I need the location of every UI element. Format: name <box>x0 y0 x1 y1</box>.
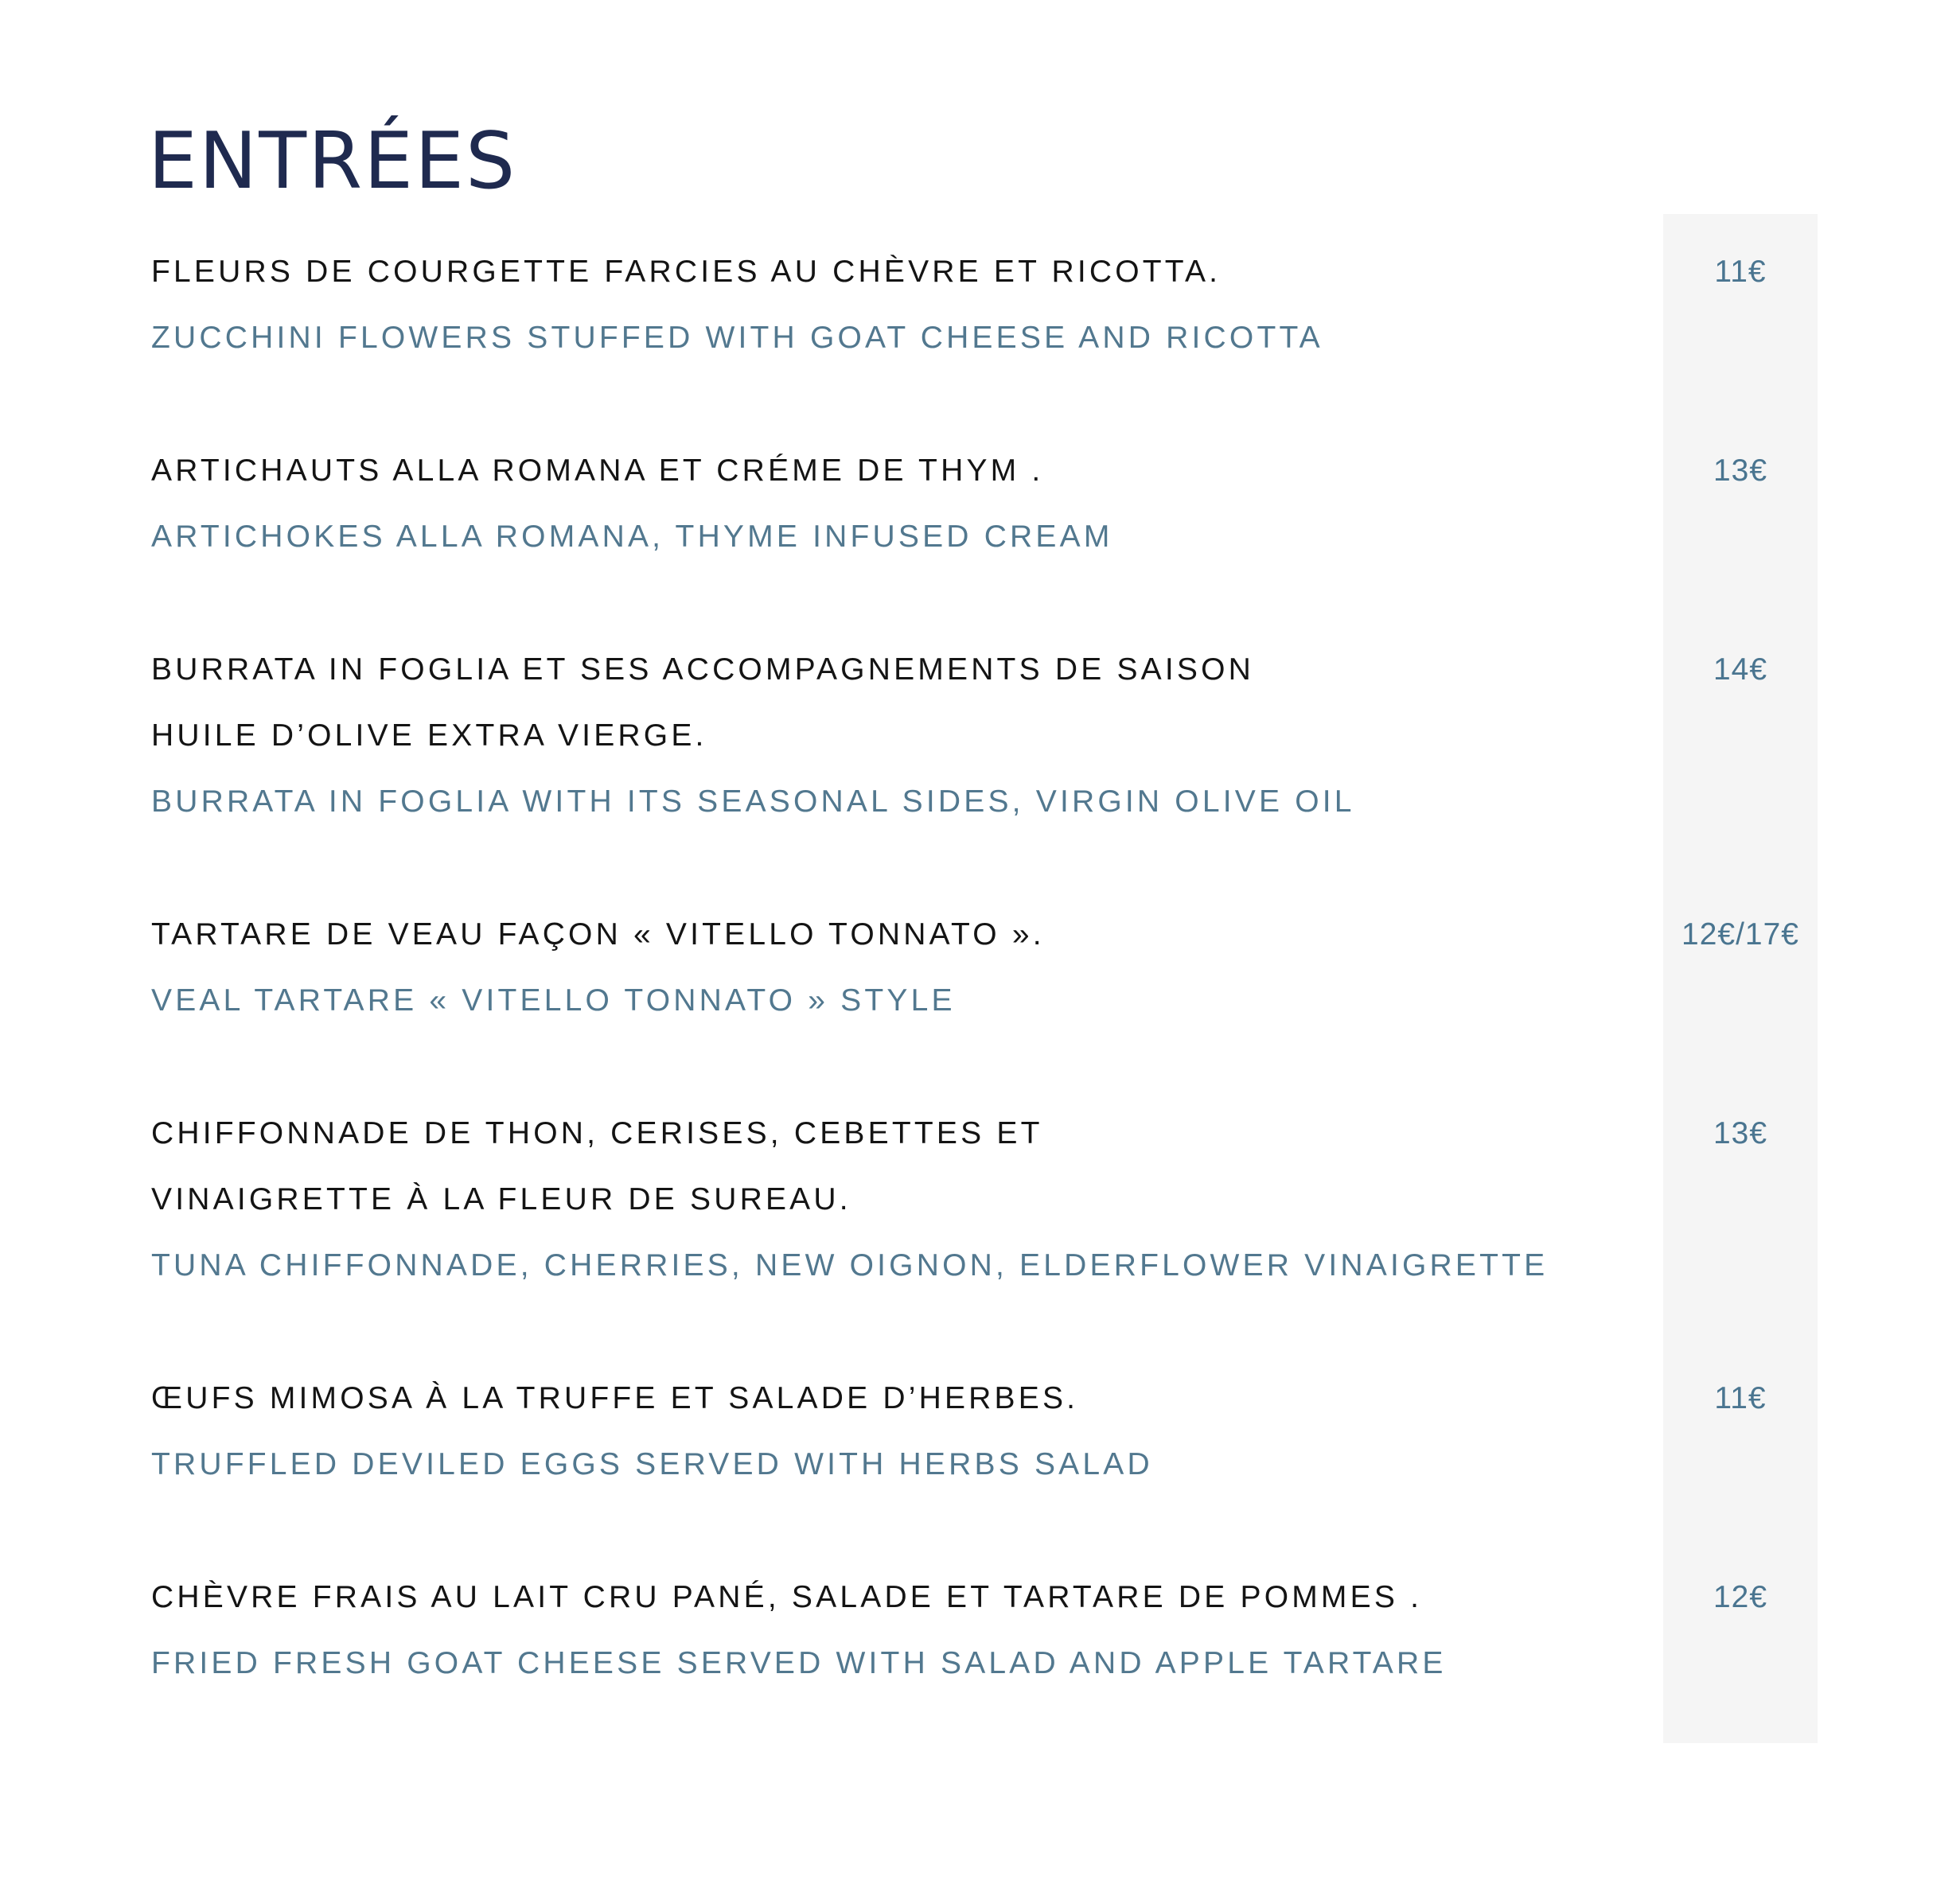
menu-item <box>151 636 1818 835</box>
menu-list <box>151 239 1818 1763</box>
item-english-name: FRIED FRESH GOAT CHEESE SERVED WITH SALAD AND APPLE TARTARE <box>151 1646 1447 1681</box>
item-price: 12€/17€ <box>1681 917 1799 952</box>
item-french-name: ARTICHAUTS ALLA ROMANA ET CRÉME DE THYM . <box>151 453 1044 488</box>
item-english-name: VEAL TARTARE « VITELLO TONNATO » STYLE <box>151 983 956 1018</box>
page-title: ENTRÉES <box>148 116 517 207</box>
item-english-name: TUNA CHIFFONNADE, CHERRIES, NEW OIGNON, ELDERFLOWER VINAIGRETTE <box>151 1248 1549 1283</box>
item-price: 13€ <box>1713 453 1768 488</box>
item-french-name: FLEURS DE COURGETTE FARCIES AU CHÈVRE ET RICOTTA. <box>151 255 1222 289</box>
item-french-name: CHIFFONNADE DE THON, CERISES, CEBETTES ET <box>151 1115 1043 1150</box>
item-price: 11€ <box>1714 255 1767 289</box>
item-french-name: TARTARE DE VEAU FAÇON « VITELLO TONNATO ». <box>151 917 1045 952</box>
item-price: 14€ <box>1713 652 1768 687</box>
item-french-name: ŒUFS MIMOSA À LA TRUFFE ET SALADE D’HERBES. <box>151 1381 1079 1416</box>
menu-item <box>151 1365 1818 1498</box>
item-price: 12€ <box>1713 1579 1768 1614</box>
menu-item <box>151 1100 1818 1299</box>
item-english-name: ZUCCHINI FLOWERS STUFFED WITH GOAT CHEESE AND RICOTTA <box>151 321 1323 356</box>
item-price: 13€ <box>1713 1115 1768 1150</box>
item-french-name: CHÈVRE FRAIS AU LAIT CRU PANÉ, SALADE ET TARTARE DE POMMES . <box>151 1579 1423 1614</box>
item-french-name-continued: VINAIGRETTE À LA FLEUR DE SUREAU. <box>151 1182 851 1217</box>
menu-item <box>151 901 1818 1034</box>
item-french-name: BURRATA IN FOGLIA ET SES ACCOMPAGNEMENTS DE SAISON <box>151 652 1255 687</box>
item-english-name: BURRATA IN FOGLIA WITH ITS SEASONAL SIDES, VIRGIN OLIVE OIL <box>151 784 1355 819</box>
item-english-name: TRUFFLED DEVILED EGGS SERVED WITH HERBS SALAD <box>151 1447 1153 1482</box>
item-french-name-continued: HUILE D’OLIVE EXTRA VIERGE. <box>151 718 707 753</box>
menu-item <box>151 1564 1818 1697</box>
menu-item <box>151 438 1818 570</box>
item-english-name: ARTICHOKES ALLA ROMANA, THYME INFUSED CREAM <box>151 520 1113 555</box>
menu-item <box>151 239 1818 372</box>
item-price: 11€ <box>1714 1381 1767 1416</box>
